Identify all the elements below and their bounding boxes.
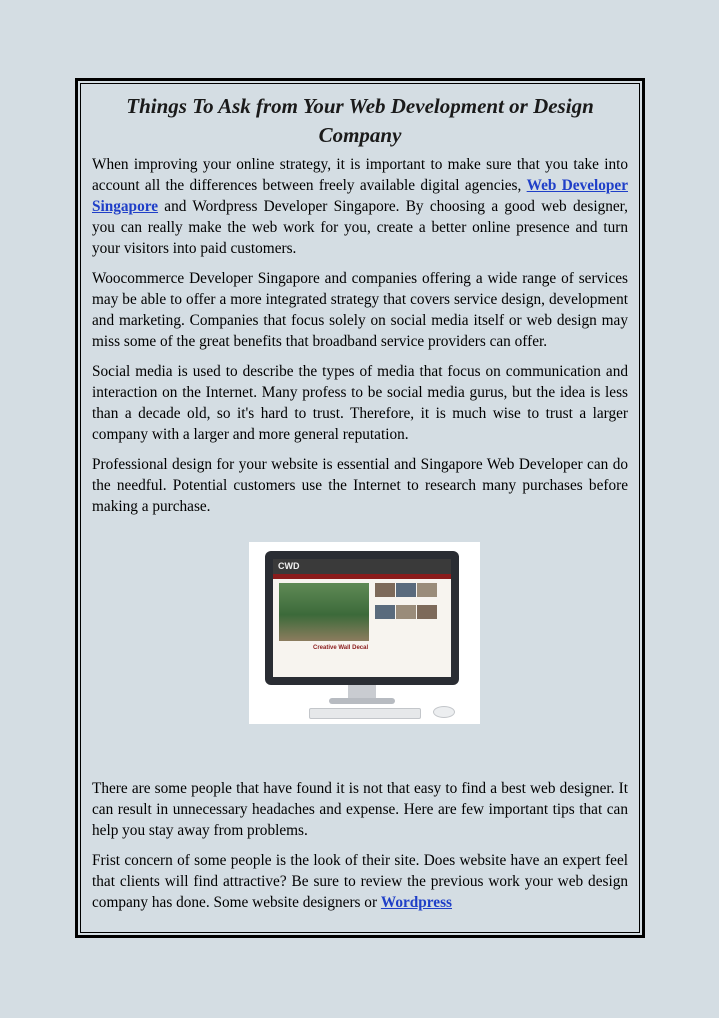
- thumbnail: [417, 583, 437, 597]
- thumbnail: [375, 605, 395, 619]
- paragraph: [92, 850, 628, 913]
- site-caption: Creative Wall Decal: [313, 645, 369, 651]
- monitor-screen: [273, 559, 451, 677]
- website-screenshot-image: [249, 542, 480, 724]
- text-run: Social media is used to describe the types of media that focus on communication and interaction on the Internet. Many profess to be social media gurus, but the idea is less than a decade old, so it's hard to trust. Therefore, it is much wise to trust a larger company with a larger and more general reputation.: [92, 363, 628, 443]
- paragraph: [92, 361, 628, 445]
- figure: [92, 526, 628, 778]
- paragraph: [92, 778, 628, 841]
- text-run: and Wordpress Developer Singapore. By choosing a good web designer, you can really make the web work for you, create a better online presence and turn your visitors into paid customers.: [92, 198, 628, 257]
- monitor-stand: [348, 685, 376, 699]
- monitor-base: [329, 698, 395, 704]
- thumbnail: [375, 583, 395, 597]
- site-logo: CWD: [278, 561, 300, 571]
- keyboard-icon: [309, 708, 421, 719]
- thumbnail: [417, 605, 437, 619]
- monitor-icon: [265, 551, 459, 685]
- paragraph: [92, 154, 628, 259]
- page-border: [75, 78, 645, 938]
- text-run: Woocommerce Developer Singapore and companies offering a wide range of services may be able to offer a more integrated strategy that covers service design, development and marketing. Companies that focus solely on social media itself or web design may miss some of the great benefits that broadband service providers can offer.: [92, 270, 628, 350]
- thumbnail: [396, 605, 416, 619]
- site-nav-bar: [273, 574, 451, 579]
- paragraph: [92, 454, 628, 517]
- document-title: Things To Ask from Your Web Development or Design Company: [126, 94, 594, 147]
- thumbnail: [396, 583, 416, 597]
- site-thumbnails: [375, 583, 445, 627]
- page-content: [80, 83, 640, 933]
- site-banner-image: [279, 583, 369, 641]
- text-run: Frist concern of some people is the look of their site. Does website have an expert feel that clients will find attractive? Be sure to review the previous work your web design company has done. Some website designers or: [92, 852, 628, 911]
- mouse-icon: [433, 706, 455, 718]
- site-header: [273, 559, 451, 574]
- paragraph: [92, 268, 628, 352]
- text-run: When improving your online strategy, it is important to make sure that you take into account all the differences between freely available digital agencies,: [92, 156, 628, 194]
- body-text-before-image: [92, 154, 628, 517]
- inline-link[interactable]: Web Developer Singapore: [92, 177, 628, 215]
- inline-link[interactable]: Wordpress: [380, 894, 453, 911]
- text-run: There are some people that have found it is not that easy to find a best web designer. It can result in unnecessary headaches and expense. Here are few important tips that can help you stay away from problems.: [92, 780, 628, 839]
- body-text-after-image: [92, 778, 628, 913]
- text-run: Professional design for your website is essential and Singapore Web Developer can do the needful. Potential customers use the Internet to research many purchases before making a purchase.: [92, 456, 628, 515]
